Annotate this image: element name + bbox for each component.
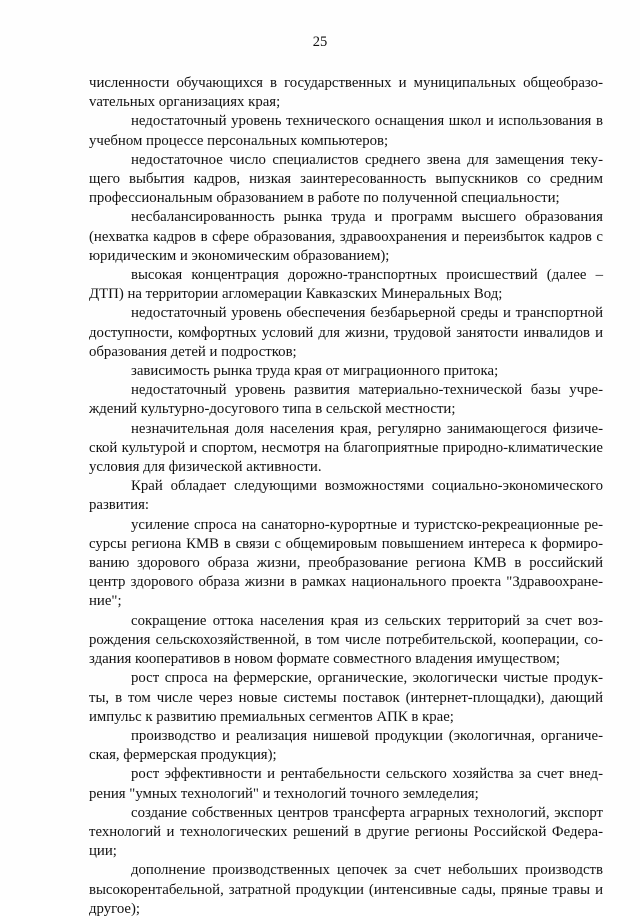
paragraph: зависимость рынка труда края от миграционного притока; [131,363,499,380]
paragraph: создание собственных центров трансферта аграрных технологий, экспорт технологий и технологических решений в другие регионы Российской Федерации; [89,804,603,860]
paragraph: несбалансированность рынка труда и программ высшего образования (нехватка кадров в сфере образования, здравоохранения и переизбыток кадров с юридическим и экономическим образованием); [89,209,603,264]
paragraph: рост эффективности и рентабельности сельского хозяйства за счет внедрения "умных технологий" и технологий точного земледелия; [89,766,603,802]
page-number: 25 [312,34,328,50]
paragraph: недостаточный уровень технического оснащения школ и использования в учебном процессе персональных компьютеров; [89,113,603,149]
paragraph: сокращение оттока населения края из сельских территорий за счет возрождения сельскохозяйственной, в том числе потребительской, кооперации, создания кооперативов в новом формате совместного владения имуществом; [89,612,603,668]
document-body [89,74,603,919]
paragraph: рост спроса на фермерские, органические, экологически чистые продукты, в том числе через новые системы поставок (интернет-площадки), дающий импульс к развитию премиальных сегментов АПК в крае; [89,670,603,725]
paragraph: высокая концентрация дорожно-транспортных происшествий (далее – ДТП) на территории агломерации Кавказских Минеральных Вод; [89,267,603,303]
paragraph: недостаточный уровень обеспечения безбарьерной среды и транспортной доступности, комфортных условий для жизни, трудовой занятости инвалидов и образования детей и подростков; [89,305,603,360]
paragraph: дополнение производственных цепочек за счет небольших производств высокорентабельной, затратной продукции (интенсивные сады, пряные травы и другое); [89,862,603,917]
paragraph: Край обладает следующими возможностями социально-экономического развития: [89,478,603,514]
paragraph: недостаточный уровень развития материально-технической базы учреждений культурно-досугового типа в сельской местности; [89,382,603,418]
paragraph: усиление спроса на санаторно-курортные и туристско-рекреационные ресурсы региона КМВ в связи с общемировым повышением интереса к формированию здорового образа жизни, преобразование региона КМВ в российский центр здорового образа жизни в рамках национального проекта "Здравоохранение"; [89,516,603,610]
paragraph: недостаточное число специалистов среднего звена для замещения текущего выбытия кадров, низкая заинтересованность выпускников со средним профессиональным образованием в работе по полученной специальности; [89,151,603,207]
paragraph: незначительная доля населения края, регулярно занимающегося физической культурой и спортом, несмотря на благоприятные природно-климатические условия для физической активности. [89,420,603,476]
paragraph: производство и реализация нишевой продукции (экологичная, органическая, фермерская продукция); [89,727,603,764]
paragraph: численности обучающихся в государственных и муниципальных общеобразоvательных организациях края; [89,75,603,111]
